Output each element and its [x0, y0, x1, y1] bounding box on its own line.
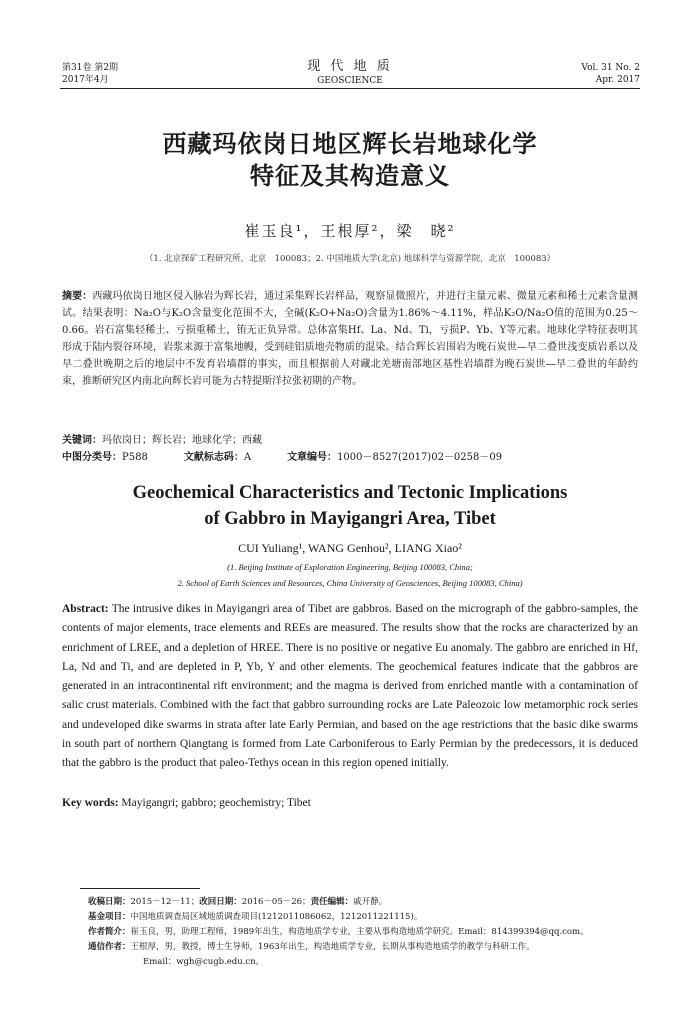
- footnote-dates: [88, 895, 643, 910]
- clc-value: P588: [122, 452, 148, 463]
- footnote-rule: [80, 888, 200, 889]
- keywords-en: [62, 794, 638, 813]
- received-date: 2015－12－11；: [130, 897, 200, 907]
- author-bio-text: 崔玉良，男，助理工程师，1989年出生，构造地质学专业，主要从事构造地质学研究。Email：814399394@qq.com。: [130, 927, 589, 937]
- classification-zh: [62, 449, 638, 466]
- article-no-value: 1000－8527(2017)02－0258－09: [337, 452, 503, 463]
- footnotes: [88, 895, 643, 970]
- fund-text: 中国地质调查局区域地质调查项目(1212011086062，1212011221115)。: [130, 912, 423, 922]
- keywords-en-text: Mayigangri; gabbro; geochemistry; Tibet: [121, 797, 311, 809]
- corresponding-email: Email：wgh@cugb.edu.cn。: [143, 957, 265, 967]
- date-zh: 2017年4月: [62, 75, 109, 85]
- doc-code-label: 文献标志码：: [183, 452, 244, 463]
- affiliation-en-line2: 2. School of Earth Sciences and Resources, China University of Geosciences, Beijing 100083, China): [177, 578, 523, 588]
- keywords-en-label: Key words:: [62, 797, 119, 809]
- header-right: [581, 62, 640, 86]
- abstract-zh-label: 摘要：: [62, 291, 93, 302]
- affiliation-en-line1: (1. Beijing Institute of Exploration Engineering, Beijing 100083, China;: [227, 562, 473, 572]
- author-bio-label: 作者简介：: [88, 927, 131, 937]
- editor-name: 戚开静。: [353, 897, 388, 907]
- title-en-line2: of Gabbro in Mayigangri Area, Tibet: [204, 509, 496, 529]
- journal-name-zh: 现 代 地 质: [307, 59, 393, 74]
- abstract-zh-text: 西藏玛依岗日地区侵入脉岩为辉长岩，通过采集辉长岩样品，观察显微照片，并进行主量元素、微量元素和稀土元素含量测试。结果表明：Na₂O与K₂O含量变化范围不大，全碱(K₂O+Na₂O)含量为1.86%～4.11%，样品K₂O/Na₂O值的范围为0.25～0.66。岩石富集轻稀土、亏损重稀土，铕无正负异常。总体富集Hf、La、Nd、Ti，亏损P、Yb、Y等元素。地球化学特征表明其形成于陆内裂谷环境，岩浆来源于富集地幔，受到硅铝质地壳物质的混染。结合辉长岩围岩为晚石炭世—早二叠世浅变质岩系以及早二叠世晚期之后的地层中不发育岩墙群的事实，而且根据前人对藏北羌塘南部地区基性岩墙群为晚石炭世—早二叠世的年龄约束，推断研究区内南北向辉长岩可能为古特提斯洋拉张初期的产物。: [62, 291, 639, 387]
- abstract-en-text: The intrusive dikes in Mayigangri area of Tibet are gabbros. Based on the micrograph of the gabbro-samples, the contents of major elements, trace elements and REEs are measured. The results show that the rocks are characterized by an enrichment of LREE, and a depletion of HREE. There is no positive or negative Eu anomaly. The gabbro are enriched in Hf, La, Nd and Ti, and are depleted in P, Yb, Y and other elements. The geochemical features indicate that the gabbros are generated in an intracontinental rift environment; and the magma is derived from enriched mantle with a contamination of salic crust materials. Combined with the fact that gabbro surrounding rocks are Late Paleozoic low metamorphic rock series and undeveloped dike swarms in strata after late Early Permian, and based on the age restrictions that the basic dike swarms in south part of northern Qiangtang is formed from Late Carboniferous to Early Permian by the predecessors, it is deduced that the gabbro is the product that paleo-Tethys ocean in this region opened initially.: [62, 603, 638, 770]
- header-rule: [60, 88, 640, 89]
- article-no-label: 文章编号：: [287, 452, 338, 463]
- authors-zh: 崔玉良¹，王根厚²，梁 晓²: [244, 222, 456, 240]
- affiliation-zh: （1. 北京探矿工程研究所，北京 100083；2. 中国地质大学(北京) 地球科学与资源学院，北京 100083）: [144, 254, 556, 264]
- keywords-zh-text: 玛依岗日；辉长岩；地球化学；西藏: [102, 435, 262, 446]
- title-zh: [0, 128, 700, 192]
- title-en-line1: Geochemical Characteristics and Tectonic Implications: [132, 483, 568, 503]
- editor-label: 责任编辑：: [310, 897, 354, 907]
- revised-date: 2016－05－26；: [241, 897, 311, 907]
- journal-name-en: GEOSCIENCE: [317, 76, 383, 86]
- corresponding-text: 王根厚，男，教授，博士生导师，1963年出生，构造地质学专业，长期从事构造地质学的教学与科研工作。: [130, 942, 535, 952]
- corresponding-label: 通信作者：: [88, 942, 131, 952]
- keywords-zh-label: 关键词：: [62, 435, 102, 446]
- volume-issue-zh: 第31卷 第2期: [62, 63, 119, 73]
- footnote-fund: [88, 910, 643, 925]
- footnote-author: [88, 925, 643, 940]
- received-label: 收稿日期：: [88, 897, 131, 907]
- title-en: [0, 480, 700, 532]
- fund-label: 基金项目：: [88, 912, 131, 922]
- footnote-corresponding: [88, 940, 643, 955]
- title-zh-line1: 西藏玛依岗日地区辉长岩地球化学: [162, 130, 538, 158]
- title-zh-line2: 特征及其构造意义: [250, 162, 450, 190]
- clc-label: 中图分类号：: [62, 452, 122, 463]
- keywords-zh: [62, 432, 638, 449]
- abstract-en: [62, 600, 638, 774]
- doc-code-value: A: [243, 452, 252, 463]
- revised-label: 改回日期：: [199, 897, 242, 907]
- affiliation-en: [0, 559, 700, 591]
- abstract-en-label: Abstract:: [62, 603, 109, 615]
- volume-issue-en: Vol. 31 No. 2: [581, 63, 640, 73]
- authors-en: CUI Yuliang¹, WANG Genhou², LIANG Xiao²: [238, 541, 462, 555]
- abstract-zh: [62, 288, 638, 390]
- date-en: Apr. 2017: [595, 75, 640, 85]
